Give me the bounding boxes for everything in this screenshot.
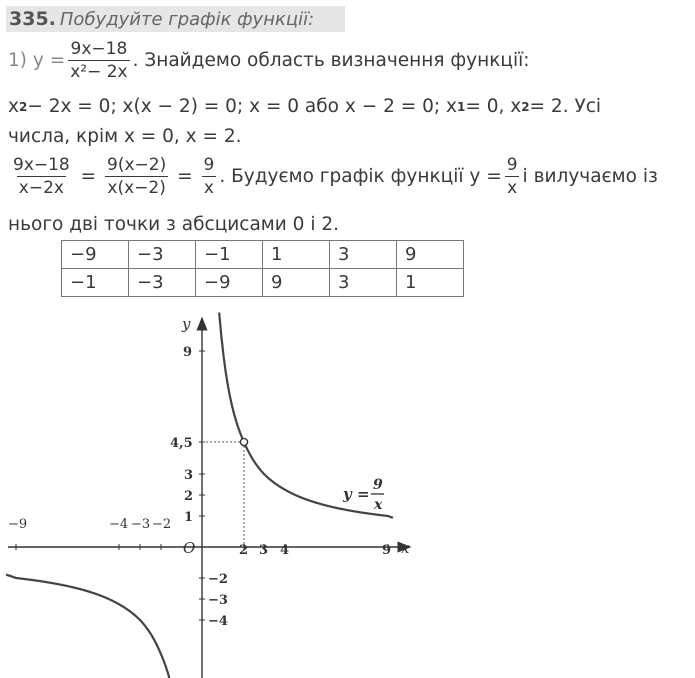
eq-sup: 2 [18,99,28,114]
exercise-number: 335. [9,8,56,30]
line4-text: . Будуємо графік функції y = [219,166,502,187]
eq-part: = 0, x [465,96,522,117]
line-domain-equation [8,96,601,117]
x-tick-label: 3 [259,543,269,558]
line-domain-result [8,126,242,147]
table-cell: 9 [397,241,464,269]
fraction-function [68,38,129,83]
table-cell: −9 [62,241,129,269]
fraction-3 [202,154,217,199]
y-tick-label: −2 [208,572,228,587]
fraction-numerator: 9x−18 [70,39,128,59]
table-cell: −3 [129,241,196,269]
values-table [61,240,464,297]
x-axis-label: x [401,539,410,557]
y-tick-label: 1 [184,510,194,525]
equals-sign: = [74,166,103,187]
excluded-points-text: нього дві точки з абсцисами 0 і 2. [8,214,339,235]
origin-label: O [183,539,196,557]
eq-sub: 2 [521,99,530,114]
line-excluded-points [8,214,339,235]
domain-result-text: числа, крім x = 0, x = 2. [8,126,242,147]
equals-sign: = [171,166,199,187]
y-tick-label: 9 [183,345,193,360]
fraction-2 [105,154,168,199]
function-label [342,477,384,513]
table-cell: −9 [196,269,263,297]
y-tick-label: 4,5 [170,436,193,451]
excluded-point-marker [240,438,247,445]
fraction-denominator: x−2x [18,178,64,198]
function-label-numerator: 9 [373,477,383,493]
fraction-numerator: 9 [506,155,518,175]
y-tick-label: −4 [208,614,228,629]
table-cell: 9 [263,269,330,297]
y-tick-label: −3 [208,593,228,608]
function-graph [0,300,695,678]
table-cell: −1 [62,269,129,297]
table-cell: 3 [330,241,397,269]
item-label: 1) y = [8,50,66,71]
function-label-prefix: y = [343,485,370,503]
eq-part: = 2. Усі [529,96,602,117]
y-tick-label: 3 [184,468,194,483]
x-tick-label: 4 [280,543,290,558]
fraction-numerator: 9x−18 [13,155,70,175]
line4-text2: і вилучаємо із [522,166,658,187]
y-tick-label: 2 [184,489,194,504]
table-row-x [62,241,464,269]
fraction-numerator: 9 [203,155,215,175]
fraction-denominator: x [507,178,518,198]
x-tick-label: −9 [8,517,28,532]
exercise-title: Побудуйте графік функції: [59,8,315,30]
x-tick-labels [8,517,391,558]
eq-part: − 2x = 0; x(x − 2) = 0; x = 0 або x − 2 = 0; x [27,96,457,117]
y-axis-label: y [182,315,191,333]
fraction-denominator: x [203,178,214,198]
line-function-definition [8,38,529,83]
table-cell: 3 [330,269,397,297]
table-cell: 1 [263,241,330,269]
fraction-denominator: x²− 2x [70,62,128,82]
x-tick-label: −3 [131,517,151,532]
line-simplification [8,154,658,199]
exercise-header [6,6,345,32]
function-label-denominator: x [374,497,383,513]
eq-sub: 1 [456,99,466,114]
x-tick-label: 2 [239,543,249,558]
table-cell: −3 [129,269,196,297]
fraction-4 [505,154,520,199]
fraction-denominator: x(x−2) [107,178,166,198]
y-tick-labels [170,345,228,629]
line1-text: . Знайдемо область визначення функції: [132,50,530,71]
table-row-y [62,269,464,297]
x-tick-label: −4 [109,517,129,532]
x-tick-label: 9 [382,543,392,558]
table-cell: 1 [397,269,464,297]
hyperbola-branch-negative [6,575,183,678]
fraction-numerator: 9(x−2) [107,155,167,175]
fraction-1 [11,154,72,199]
excluded-point-guides [202,442,244,547]
eq-part: x [8,96,19,117]
table-cell: −1 [196,241,263,269]
x-tick-label: −2 [152,517,172,532]
